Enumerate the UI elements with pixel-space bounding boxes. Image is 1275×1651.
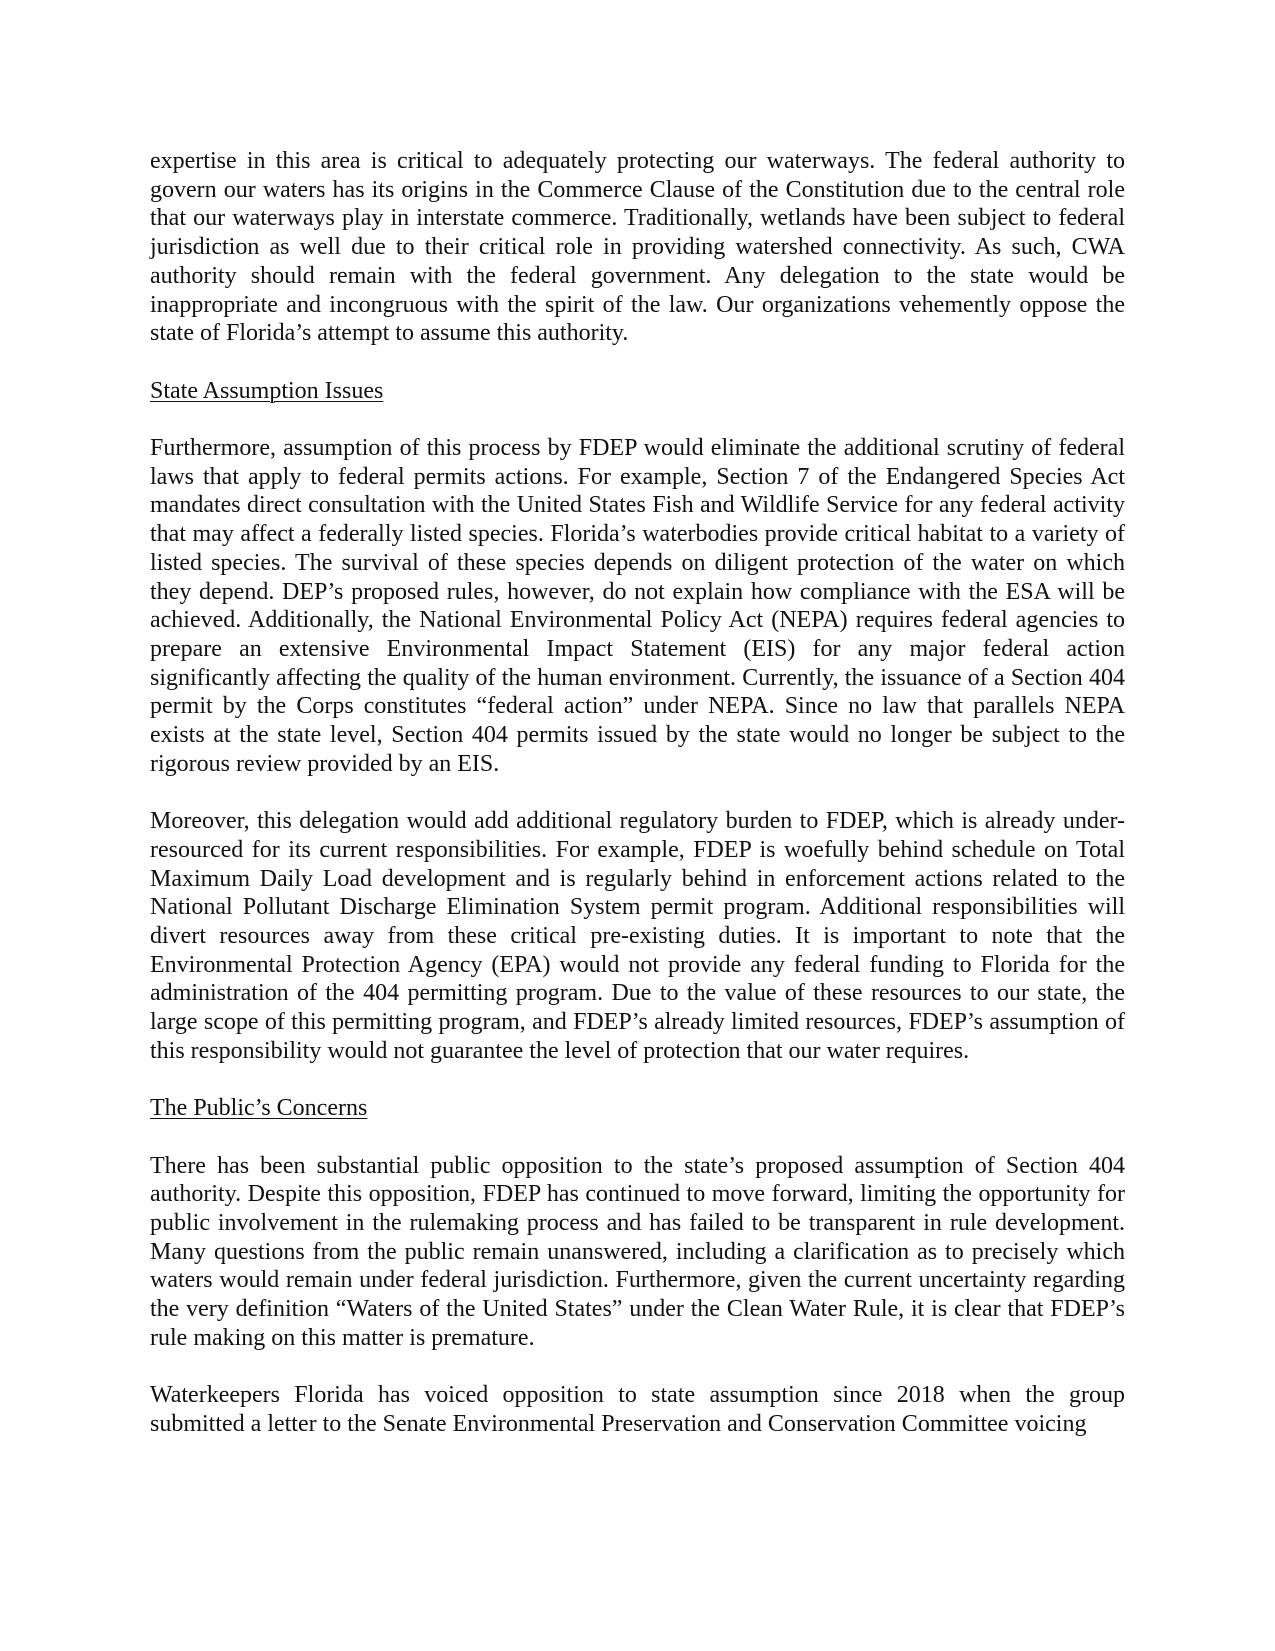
paragraph-federal-authority: expertise in this area is critical to adequately protecting our waterways. The federal authority to govern our waters has its origins in the Commerce Clause of the Constitution due to the central role that our waterways play in interstate commerce. Traditionally, wetlands have been subject to federal jurisdiction as well due to their critical role in providing watershed connectivity. As such, CWA authority should remain with the federal government. Any delegation to the state would be inappropriate and incongruous with the spirit of the law. Our organizations vehemently oppose the state of Florida’s attempt to assume this authority. [150, 148, 1125, 347]
paragraph-public-opposition: There has been substantial public opposition to the state’s proposed assumption of Section 404 authority. Despite this opposition, FDEP has continued to move forward, limiting the opportunity for public involvement in the rulemaking process and has failed to be transparent in rule development. Many questions from the public remain unanswered, including a clarification as to precisely which waters would remain under federal jurisdiction. Furthermore, given the current uncertainty regarding the very definition “Waters of the United States” under the Clean Water Rule, it is clear that FDEP’s rule making on this matter is premature. [150, 1152, 1125, 1351]
section-heading-state-assumption-issues: State Assumption Issues [150, 377, 384, 404]
paragraph-federal-scrutiny: Furthermore, assumption of this process by FDEP would eliminate the additional scrutiny of federal laws that apply to federal permits actions. For example, Section 7 of the Endangered Species Act mandates direct consultation with the United States Fish and Wildlife Service for any federal activity that may affect a federally listed species. Florida’s waterbodies provide critical habitat to a variety of listed species. The survival of these species depends on diligent protection of the water on which they depend. DEP’s proposed rules, however, do not explain how compliance with the ESA will be achieved. Additionally, the National Environmental Policy Act (NEPA) requires federal agencies to prepare an extensive Environmental Impact Statement (EIS) for any major federal action significantly affecting the quality of the human environment. Currently, the issuance of a Section 404 permit by the Corps constitutes “federal action” under NEPA. Since no law that parallels NEPA exists at the state level, Section 404 permits issued by the state would no longer be subject to the rigorous review provided by an EIS. [150, 435, 1125, 777]
section-heading-publics-concerns: The Public’s Concerns [150, 1095, 368, 1122]
paragraph-regulatory-burden: Moreover, this delegation would add additional regulatory burden to FDEP, which is already under-resourced for its current responsibilities. For example, FDEP is woefully behind schedule on Total Maximum Daily Load development and is regularly behind in enforcement actions related to the National Pollutant Discharge Elimination System permit program. Additional responsibilities will divert resources away from these critical pre-existing duties. It is important to note that the Environmental Protection Agency (EPA) would not provide any federal funding to Florida for the administration of the 404 permitting program. Due to the value of these resources to our state, the large scope of this permitting program, and FDEP’s already limited resources, FDEP’s assumption of this responsibility would not guarantee the level of protection that our water requires. [150, 808, 1125, 1064]
document-page [150, 147, 1125, 1439]
paragraph-waterkeepers-florida: Waterkeepers Florida has voiced opposition to state assumption since 2018 when the group submitted a letter to the Senate Environmental Preservation and Conservation Committee voicing [150, 1382, 1125, 1437]
